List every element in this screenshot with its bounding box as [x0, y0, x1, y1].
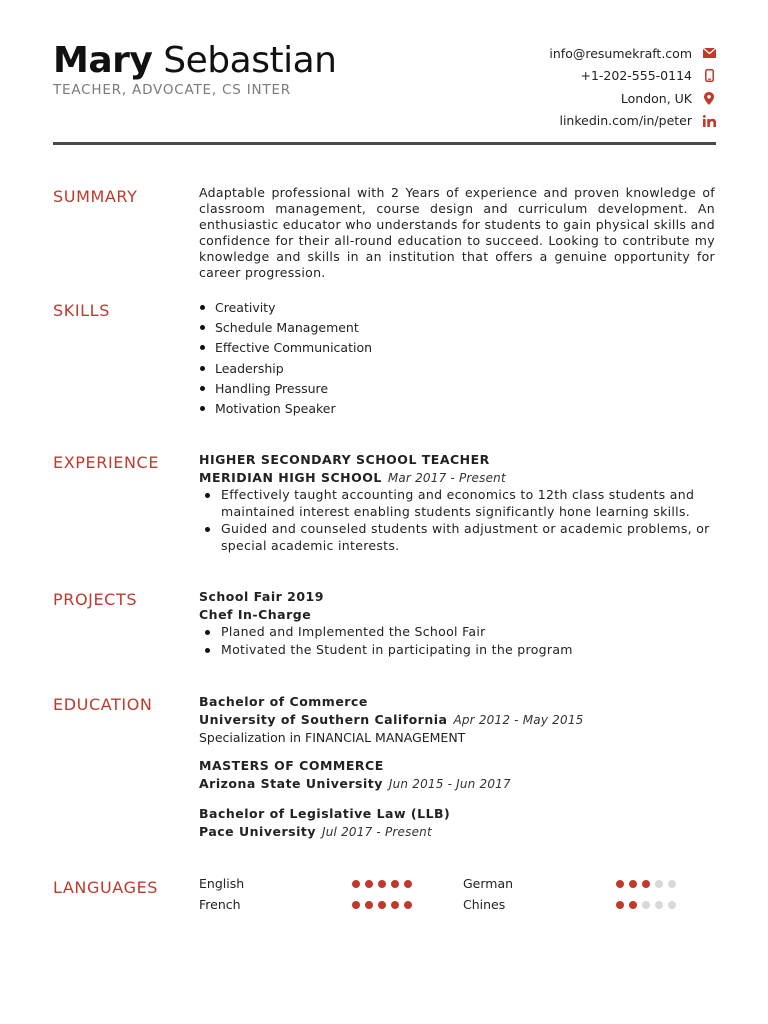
skill-item: Motivation Speaker: [199, 400, 715, 420]
linkedin-icon: [702, 114, 716, 128]
experience-entry: [199, 451, 715, 555]
job-title: HIGHER SECONDARY SCHOOL TEACHER: [199, 452, 490, 467]
education-date: Jun 2015 - Jun 2017: [388, 777, 511, 791]
degree-title: Bachelor of Legislative Law (LLB): [199, 806, 451, 821]
education-entry: [199, 693, 715, 747]
job-bullet: Guided and counseled students with adjustment or academic problems, or special academic interests.: [199, 521, 715, 554]
language-name: German: [463, 876, 514, 891]
level-dot-filled: [629, 901, 637, 909]
skill-item: Schedule Management: [199, 319, 715, 339]
contact-email[interactable]: [456, 42, 716, 65]
section-title-languages: LANGUAGES: [53, 878, 159, 897]
skill-item: Leadership: [199, 360, 715, 380]
candidate-name: [53, 40, 336, 82]
level-dot-filled: [352, 901, 360, 909]
degree-title: MASTERS OF COMMERCE: [199, 758, 384, 773]
section-title-summary: SUMMARY: [53, 187, 138, 206]
language-level-dots: [352, 880, 412, 888]
school-line: [199, 823, 715, 841]
candidate-subtitle: TEACHER, ADVOCATE, CS INTER: [53, 82, 291, 98]
level-dot-empty: [655, 901, 663, 909]
language-name: French: [199, 897, 241, 912]
language-level-dots: [616, 880, 676, 888]
email-icon: [702, 46, 716, 60]
first-name: Mary: [53, 40, 153, 81]
contact-linkedin-text[interactable]: linkedin.com/in/peter: [559, 113, 692, 129]
contact-location: [456, 87, 716, 110]
contact-phone-text[interactable]: +1-202-555-0114: [580, 68, 692, 84]
skill-item: Creativity: [199, 299, 715, 319]
contact-phone[interactable]: [456, 65, 716, 88]
job-bullet: Effectively taught accounting and economics to 12th class students and maintained interest enabling students significantly hone learning skills.: [199, 487, 715, 520]
section-title-experience: EXPERIENCE: [53, 453, 160, 472]
level-dot-filled: [365, 901, 373, 909]
job-employer: [199, 469, 715, 487]
location-icon: [702, 91, 716, 105]
school-name: Arizona State University: [199, 776, 383, 791]
contact-linkedin[interactable]: [456, 110, 716, 133]
project-title: School Fair 2019: [199, 589, 324, 604]
language-name: English: [199, 876, 245, 891]
contact-block: [456, 42, 716, 132]
education-note: Specialization in FINANCIAL MANAGEMENT: [199, 730, 466, 745]
level-dot-empty: [642, 901, 650, 909]
language-level-dots: [352, 901, 412, 909]
level-dot-filled: [404, 880, 412, 888]
language-name: Chines: [463, 897, 506, 912]
employer-name: MERIDIAN HIGH SCHOOL: [199, 470, 382, 485]
project-bullet: Planed and Implemented the School Fair: [199, 624, 715, 641]
project-bullets: [199, 624, 715, 658]
school-name: University of Southern California: [199, 712, 448, 727]
project-entry: [199, 588, 715, 659]
level-dot-empty: [668, 880, 676, 888]
degree-title: Bachelor of Commerce: [199, 694, 368, 709]
phone-icon: [702, 69, 716, 83]
skills-list: [199, 299, 715, 420]
level-dot-filled: [378, 901, 386, 909]
contact-email-text[interactable]: info@resumekraft.com: [549, 45, 692, 61]
education-date: Jul 2017 - Present: [321, 825, 432, 839]
level-dot-filled: [629, 880, 637, 888]
skill-item: Handling Pressure: [199, 380, 715, 400]
section-title-projects: PROJECTS: [53, 590, 138, 609]
level-dot-filled: [616, 880, 624, 888]
education-entry: [199, 805, 715, 841]
level-dot-filled: [642, 880, 650, 888]
project-bullet: Motivated the Student in participating in the program: [199, 642, 715, 659]
job-date: Mar 2017 - Present: [387, 471, 506, 485]
contact-location-text: London, UK: [620, 90, 692, 106]
education-entry: [199, 757, 715, 793]
skill-item: Effective Communication: [199, 339, 715, 359]
school-line: [199, 775, 715, 793]
education-date: Apr 2012 - May 2015: [453, 713, 584, 727]
school-line: [199, 711, 715, 729]
level-dot-filled: [391, 880, 399, 888]
level-dot-filled: [365, 880, 373, 888]
level-dot-filled: [378, 880, 386, 888]
language-level-dots: [616, 901, 676, 909]
summary-text: Adaptable professional with 2 Years of experience and proven knowledge of classroom management, course design and curriculum development. An enthusiastic educator who understands for students to gain physical skills and confidence for their all-round education to succeed. Looking to contribute my knowledge and skills in an institution that offers a genuine opportunity for career progression.: [199, 185, 715, 280]
section-title-skills: SKILLS: [53, 301, 110, 320]
header-divider: [53, 142, 716, 145]
level-dot-filled: [616, 901, 624, 909]
level-dot-filled: [391, 901, 399, 909]
project-role: Chef In-Charge: [199, 607, 312, 622]
level-dot-filled: [404, 901, 412, 909]
section-title-education: EDUCATION: [53, 695, 153, 714]
last-name: Sebastian: [163, 40, 337, 81]
school-name: Pace University: [199, 824, 316, 839]
level-dot-filled: [352, 880, 360, 888]
job-bullets: [199, 487, 715, 554]
level-dot-empty: [655, 880, 663, 888]
level-dot-empty: [668, 901, 676, 909]
